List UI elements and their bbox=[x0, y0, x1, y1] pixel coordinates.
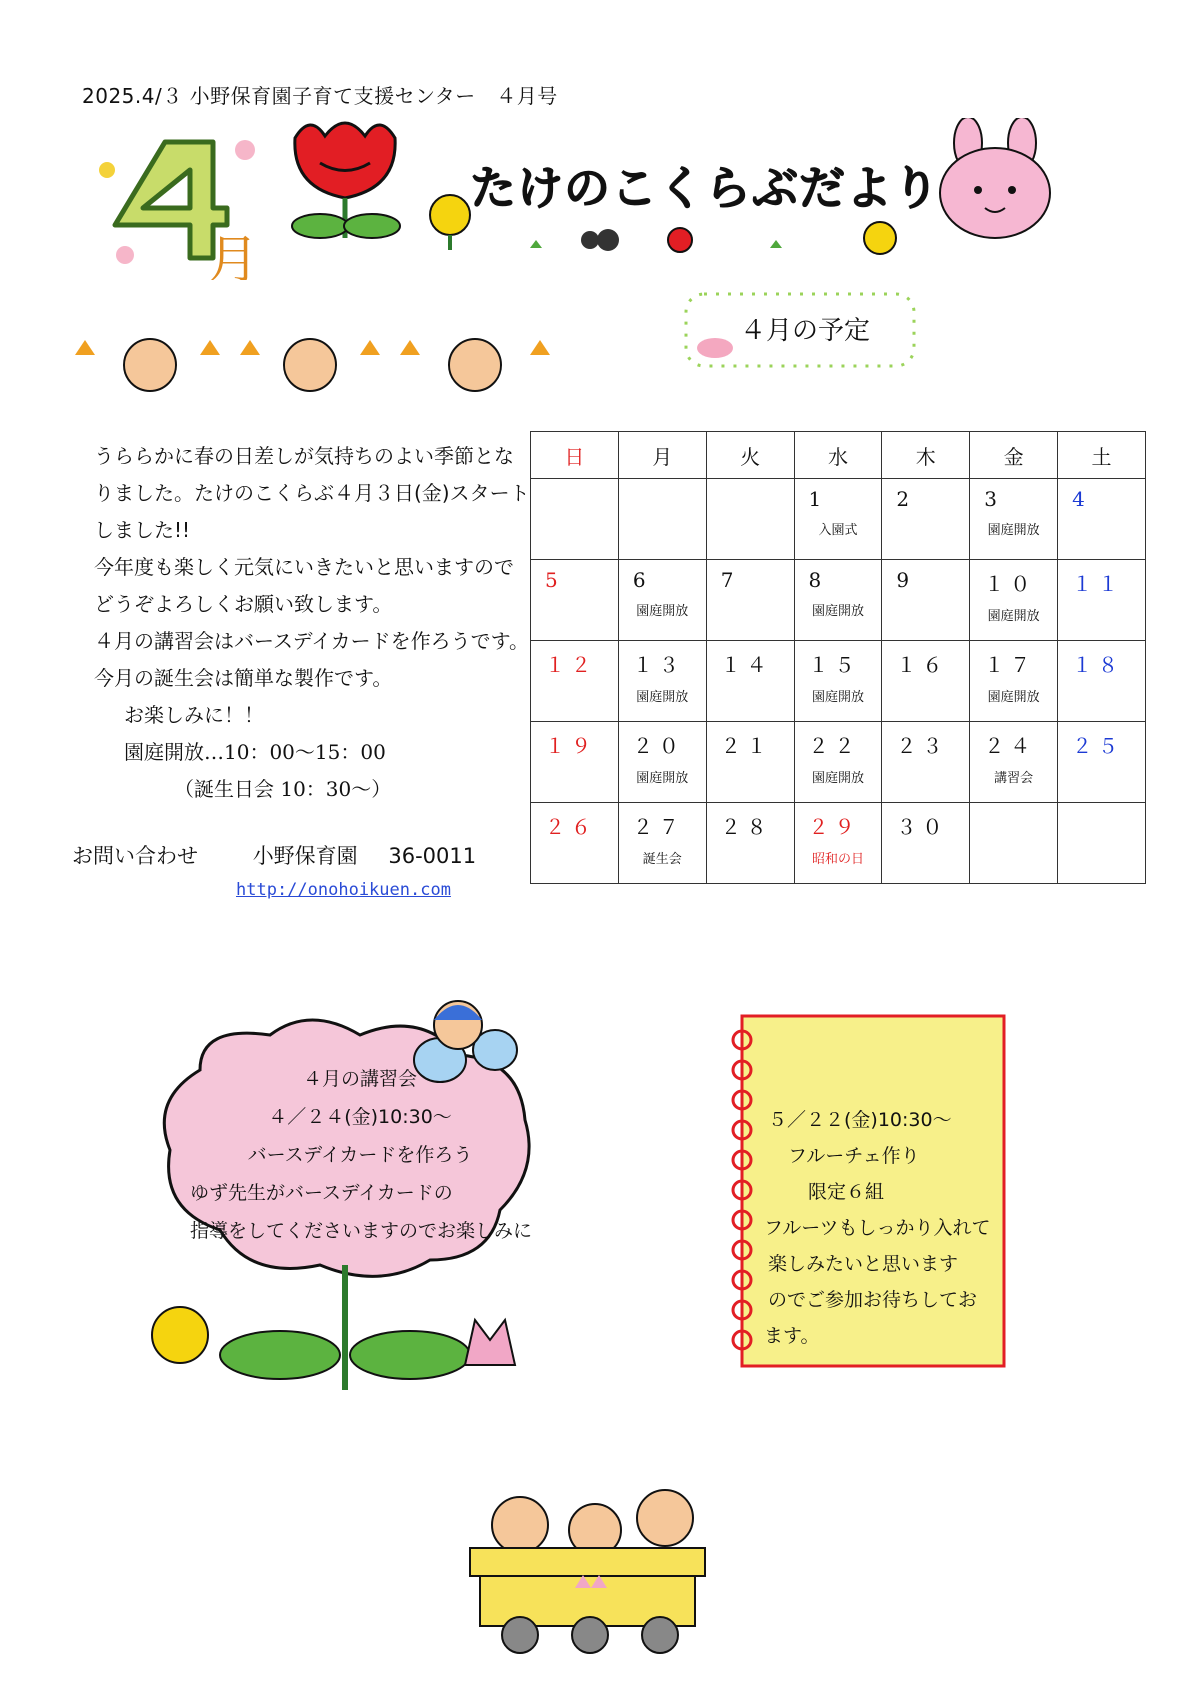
day-number: 6 bbox=[632, 568, 652, 592]
schedule-label: ４月の予定 bbox=[740, 316, 871, 346]
newsletter-title: たけのこくらぶだより bbox=[470, 161, 940, 215]
day-number: ２９ bbox=[808, 815, 861, 839]
calendar-cell bbox=[794, 722, 882, 803]
day-number: ２０ bbox=[632, 734, 685, 758]
notice-line: 楽しみたいと思います bbox=[768, 1253, 959, 1275]
day-number: ２８ bbox=[720, 815, 773, 839]
calendar-cell bbox=[531, 641, 619, 722]
intro-paragraph: お楽しみに！！ bbox=[124, 703, 264, 727]
calendar-cell bbox=[618, 479, 706, 560]
calendar-cell bbox=[706, 479, 794, 560]
day-number: ２２ bbox=[808, 734, 861, 758]
weekday-header: 金 bbox=[970, 432, 1058, 479]
day-number: １２ bbox=[545, 653, 597, 677]
day-number: １４ bbox=[720, 653, 773, 677]
weekday-header: 日 bbox=[531, 432, 619, 479]
day-number: 7 bbox=[720, 568, 740, 592]
day-number: １９ bbox=[545, 734, 597, 758]
day-note: 入園式 bbox=[818, 523, 858, 538]
month-banner bbox=[95, 130, 275, 284]
day-number: １６ bbox=[896, 653, 949, 677]
calendar-cell bbox=[882, 560, 970, 641]
day-note: 園庭開放 bbox=[811, 690, 864, 705]
calendar-cell bbox=[706, 722, 794, 803]
day-number: １１ bbox=[1072, 572, 1125, 596]
calendar-cell bbox=[970, 641, 1058, 722]
calendar-cell bbox=[1058, 803, 1146, 884]
notice-line: 限定６組 bbox=[808, 1181, 885, 1203]
weekday-header: 火 bbox=[706, 432, 794, 479]
may-notice-card bbox=[720, 1010, 1010, 1370]
calendar-cell bbox=[706, 641, 794, 722]
intro-paragraph: 今月の誕生会は簡単な製作です。 bbox=[94, 666, 393, 690]
day-number: ２７ bbox=[632, 815, 685, 839]
calendar-cell bbox=[1058, 560, 1146, 641]
day-note: 園庭開放 bbox=[636, 771, 689, 786]
day-number: １５ bbox=[808, 653, 861, 677]
kids-cart-icon bbox=[465, 1480, 735, 1664]
day-note: 園庭開放 bbox=[987, 523, 1040, 538]
calendar-cell bbox=[882, 479, 970, 560]
calendar-cell bbox=[794, 641, 882, 722]
day-number: ２１ bbox=[720, 734, 773, 758]
contact-line bbox=[72, 840, 524, 870]
day-number: １８ bbox=[1072, 653, 1125, 677]
day-number: 8 bbox=[808, 568, 828, 592]
workshop-text bbox=[180, 1060, 540, 1250]
day-number: １０ bbox=[984, 572, 1037, 596]
day-number: 5 bbox=[545, 568, 564, 592]
kids-tulips-decoration bbox=[70, 335, 590, 409]
day-note: 園庭開放 bbox=[636, 604, 689, 619]
notice-line: のでご参加お待ちしてお bbox=[768, 1289, 978, 1311]
schedule-label-frame bbox=[680, 288, 920, 372]
day-number bbox=[707, 479, 794, 487]
day-note: 園庭開放 bbox=[811, 771, 864, 786]
day-number: 9 bbox=[896, 568, 916, 592]
calendar-cell bbox=[794, 803, 882, 884]
calendar-cell bbox=[531, 803, 619, 884]
day-number: 1 bbox=[808, 487, 828, 511]
insects-decoration bbox=[520, 220, 940, 264]
day-number: ２４ bbox=[984, 734, 1037, 758]
weekday-header: 月 bbox=[618, 432, 706, 479]
calendar-cell bbox=[531, 479, 619, 560]
day-number bbox=[970, 803, 1057, 811]
calendar-cell bbox=[882, 641, 970, 722]
workshop-line: バースデイカードを作ろう bbox=[247, 1144, 473, 1166]
calendar-cell bbox=[706, 560, 794, 641]
contact-phone: 36-0011 bbox=[388, 844, 477, 868]
calendar-week bbox=[531, 722, 1146, 803]
workshop-line: ゆず先生がバースデイカードの bbox=[190, 1182, 453, 1204]
calendar-week bbox=[531, 803, 1146, 884]
calendar-cell bbox=[618, 803, 706, 884]
calendar-week bbox=[531, 479, 1146, 560]
day-note: 昭和の日 bbox=[811, 852, 864, 867]
day-number: 2 bbox=[896, 487, 916, 511]
calendar-cell bbox=[618, 560, 706, 641]
workshop-line: ４月の講習会 bbox=[302, 1068, 417, 1090]
day-number: 3 bbox=[984, 487, 1003, 511]
intro-text bbox=[72, 438, 532, 808]
may-notice-text bbox=[764, 1102, 1004, 1354]
pink-bunny-icon bbox=[930, 118, 1060, 262]
contact-label: お問い合わせ bbox=[72, 844, 198, 868]
calendar-cell bbox=[618, 722, 706, 803]
weekday-header: 水 bbox=[794, 432, 882, 479]
day-number: ３０ bbox=[896, 815, 949, 839]
workshop-card bbox=[140, 1010, 560, 1400]
calendar-header-row bbox=[531, 432, 1146, 479]
day-note: 誕生会 bbox=[642, 852, 682, 867]
day-number: 4 bbox=[1072, 487, 1091, 511]
website-link[interactable]: http://onohoikuen.com bbox=[236, 880, 451, 900]
calendar-cell bbox=[531, 560, 619, 641]
calendar-cell bbox=[618, 641, 706, 722]
notice-line: フルーチェ作り bbox=[788, 1145, 920, 1167]
birthday-time: （誕生日会 10：30〜） bbox=[174, 777, 392, 801]
calendar-cell bbox=[970, 560, 1058, 641]
calendar-cell bbox=[794, 560, 882, 641]
april-calendar bbox=[530, 431, 1146, 884]
notice-line: ５／２２(金)10:30〜 bbox=[768, 1109, 952, 1131]
notice-line: ます。 bbox=[764, 1325, 820, 1347]
intro-paragraph: 今年度も楽しく元気にいきたいと思いますのでどうぞよろしくお願い致します。 bbox=[94, 555, 514, 616]
day-number: １７ bbox=[984, 653, 1037, 677]
day-note: 講習会 bbox=[994, 771, 1034, 786]
calendar-cell bbox=[1058, 479, 1146, 560]
day-note: 園庭開放 bbox=[987, 690, 1040, 705]
calendar-cell bbox=[1058, 641, 1146, 722]
calendar-week bbox=[531, 560, 1146, 641]
weekday-header: 土 bbox=[1058, 432, 1146, 479]
day-number bbox=[619, 479, 706, 487]
day-note: 園庭開放 bbox=[987, 609, 1040, 624]
contact-name: 小野保育園 bbox=[252, 844, 358, 868]
day-note: 園庭開放 bbox=[811, 604, 864, 619]
workshop-line: 指導をしてくださいますのでお楽しみに bbox=[190, 1220, 533, 1242]
notice-line: フルーツもしっかり入れて bbox=[764, 1217, 991, 1239]
day-note: 園庭開放 bbox=[636, 690, 689, 705]
newsletter-header: 2025.4/３ 小野保育園子育て支援センター ４月号 bbox=[82, 84, 558, 108]
day-number: ２５ bbox=[1072, 734, 1125, 758]
calendar-cell bbox=[970, 479, 1058, 560]
calendar-cell bbox=[1058, 722, 1146, 803]
calendar-cell bbox=[970, 722, 1058, 803]
day-number bbox=[531, 479, 618, 487]
calendar-cell bbox=[706, 803, 794, 884]
month-kanji: 月 bbox=[207, 231, 260, 280]
garden-hours: 園庭開放…10：00〜15：00 bbox=[124, 740, 386, 764]
day-number: １３ bbox=[632, 653, 685, 677]
month-four-icon bbox=[95, 130, 275, 280]
calendar-cell bbox=[882, 722, 970, 803]
calendar-cell bbox=[970, 803, 1058, 884]
calendar-cell bbox=[531, 722, 619, 803]
day-number: ２６ bbox=[545, 815, 597, 839]
intro-paragraph: ４月の講習会はバースデイカードを作ろうです。 bbox=[94, 629, 529, 653]
calendar-week bbox=[531, 641, 1146, 722]
day-number bbox=[1058, 803, 1145, 811]
calendar-cell bbox=[882, 803, 970, 884]
calendar-cell bbox=[794, 479, 882, 560]
weekday-header: 木 bbox=[882, 432, 970, 479]
workshop-line: ４／２４(金)10:30〜 bbox=[268, 1106, 452, 1128]
red-tulip-icon bbox=[280, 118, 410, 252]
day-number: ２３ bbox=[896, 734, 949, 758]
intro-paragraph: うららかに春の日差しが気持ちのよい季節となりました。たけのこくらぶ４月３日(金)スタートしました!! bbox=[94, 444, 530, 542]
